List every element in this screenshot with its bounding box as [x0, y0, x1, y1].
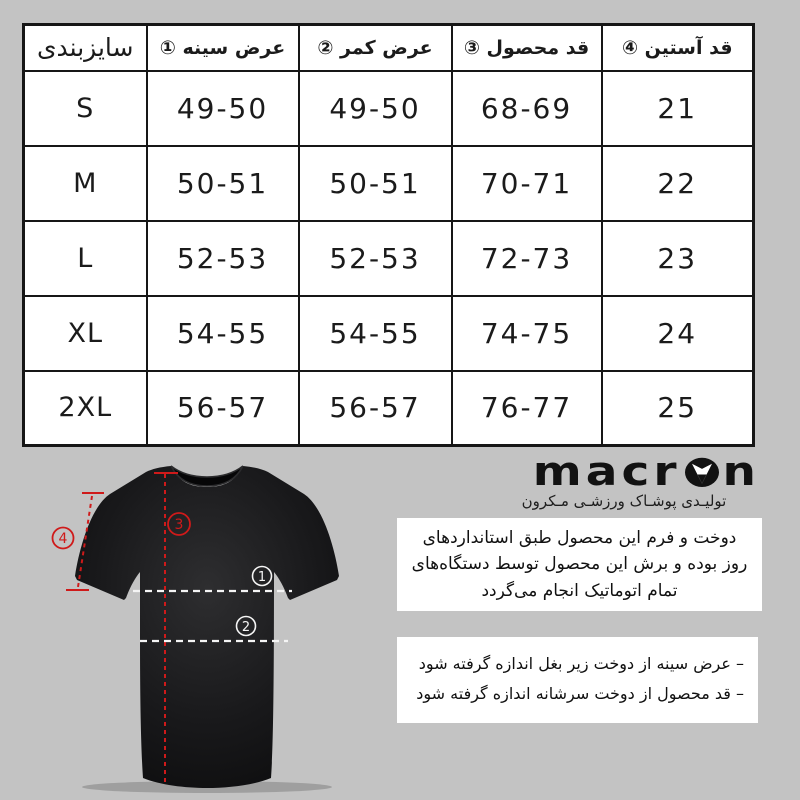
sleeve-value: 25 [602, 371, 754, 446]
size-chart-table [22, 23, 755, 447]
col-header-chest-width: عرض سینه ① [147, 25, 299, 71]
note-chest-measurement: – عرض سینه از دوخت زیر بغل اندازه گرفته شود [418, 654, 744, 673]
production-info-text: دوخت و فرم این محصول طبق استانداردهای روز بوده و برش این محصول توسط دستگاه‌های تمام اتوماتیک انجام می‌گردد [411, 527, 748, 601]
waist-value: 54-55 [299, 296, 452, 371]
col-header-waist-width: عرض کمر ② [299, 25, 452, 71]
length-marker-number: 3 [174, 517, 184, 533]
sleeve-value: 23 [602, 221, 754, 296]
col-header-sleeve-length: قد آستین ④ [602, 25, 754, 71]
length-value: 74-75 [452, 296, 602, 371]
length-value: 68-69 [452, 71, 602, 146]
chest-value: 54-55 [147, 296, 299, 371]
macron-emblem-icon [684, 457, 720, 488]
length-value: 70-71 [452, 146, 602, 221]
brand-subtitle: تولیـدی پوشـاک ورزشـی مـکرون [521, 492, 727, 510]
tshirt-measurement-diagram [40, 460, 350, 794]
table-header-row [24, 25, 754, 71]
chest-value: 56-57 [147, 371, 299, 446]
tshirt-illustration [75, 466, 339, 788]
length-value: 72-73 [452, 221, 602, 296]
size-label: XL [24, 296, 147, 371]
table-row-s [24, 71, 754, 146]
sleeve-marker-number: 4 [58, 531, 68, 547]
logo-text-left: macr [532, 448, 681, 496]
chest-marker-number: 1 [257, 570, 267, 585]
table-row-xl [24, 296, 754, 371]
chest-value: 49-50 [147, 71, 299, 146]
waist-value: 52-53 [299, 221, 452, 296]
col-header-product-length: قد محصول ③ [452, 25, 602, 71]
size-label: S [24, 71, 147, 146]
col-header-size: سایزبندی [24, 25, 147, 71]
waist-marker-number: 2 [241, 620, 251, 635]
sleeve-value: 22 [602, 146, 754, 221]
waist-value: 49-50 [299, 71, 452, 146]
sleeve-value: 21 [602, 71, 754, 146]
table-row-l [24, 221, 754, 296]
sleeve-marker-badge [53, 528, 74, 549]
table-row-m [24, 146, 754, 221]
measurement-notes-box [397, 637, 758, 723]
logo-text-right: n [722, 448, 760, 496]
waist-value: 50-51 [299, 146, 452, 221]
waist-value: 56-57 [299, 371, 452, 446]
brand-block [392, 448, 760, 510]
note-length-measurement: – قد محصول از دوخت سرشانه اندازه گرفته شود [416, 684, 744, 703]
size-label: M [24, 146, 147, 221]
chest-value: 52-53 [147, 221, 299, 296]
length-value: 76-77 [452, 371, 602, 446]
size-table-section [22, 23, 755, 447]
table-row-2xl [24, 371, 754, 446]
production-info-box [397, 518, 762, 611]
size-label: L [24, 221, 147, 296]
chest-value: 50-51 [147, 146, 299, 221]
macron-logo [392, 448, 760, 496]
size-label: 2XL [24, 371, 147, 446]
sleeve-value: 24 [602, 296, 754, 371]
